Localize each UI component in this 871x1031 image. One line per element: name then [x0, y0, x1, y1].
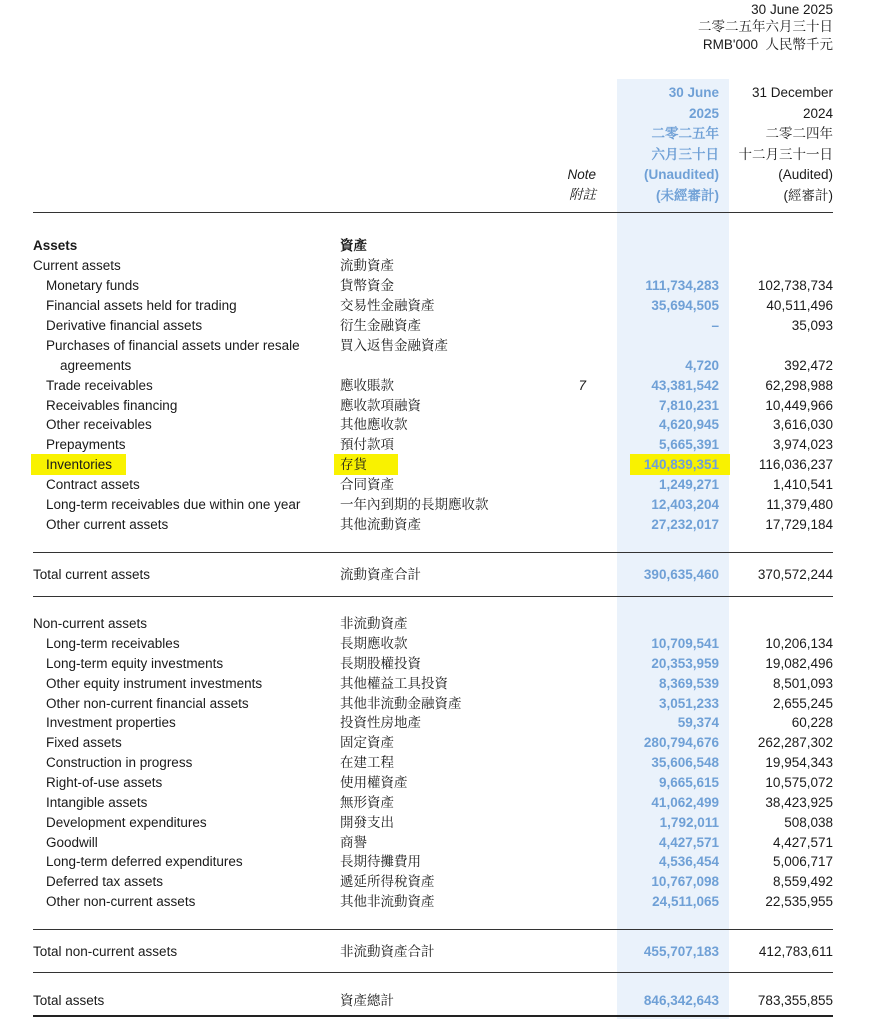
row-label-en: Other equity instrument investments [46, 675, 263, 691]
row-label-zh: 其他權益工具投資 [340, 675, 448, 691]
prior-value: 35,093 [791, 317, 833, 333]
assets-heading-zh: 資產 [340, 238, 367, 253]
prior-period-header-line: (Audited) [778, 167, 833, 182]
prior-value: 22,535,955 [765, 894, 833, 910]
row-label-zh: 長期待攤費用 [340, 854, 421, 870]
row-label-zh: 長期股權投資 [340, 655, 421, 671]
row-label-en: Other non-current financial assets [46, 695, 249, 711]
total-label-en: Total current assets [33, 567, 151, 582]
prior-value: 40,511,496 [766, 297, 833, 313]
prior-value: 116,036,237 [758, 457, 833, 473]
current-value: 1,792,011 [659, 814, 719, 830]
row-label-en: Construction in progress [46, 755, 193, 771]
prior-value: 2,655,245 [772, 695, 833, 711]
row-label-zh: 在建工程 [340, 755, 394, 771]
current-value: 12,403,204 [651, 497, 719, 512]
current-subtotal-rule [33, 552, 833, 553]
current-total-rule [33, 596, 833, 597]
row-label-zh: 預付款項 [340, 437, 394, 453]
prior-value: 3,616,030 [772, 417, 833, 433]
total-current-value: 455,707,183 [643, 944, 719, 959]
prior-value: 392,472 [784, 357, 833, 373]
current-value: 111,734,283 [645, 278, 719, 293]
row-label-en: Long-term receivables due within one year [46, 497, 301, 512]
prior-value: 10,575,072 [765, 774, 833, 790]
row-label-zh: 其他非流動金融資產 [340, 695, 462, 711]
row-label-en: Long-term equity investments [46, 655, 224, 671]
row-label-zh: 存貨 [340, 457, 367, 473]
row-label-zh: 應收款項融資 [340, 397, 421, 413]
prior-value: 508,038 [784, 814, 833, 830]
header-date-en: 30 June 2025 [751, 2, 833, 17]
current-value: 59,374 [677, 715, 719, 731]
row-label-zh: 使用權資產 [340, 774, 408, 790]
row-label-en: Financial assets held for trading [46, 297, 237, 313]
row-label-zh: 交易性金融資產 [340, 297, 435, 313]
non-current-assets-heading-en: Non-current assets [33, 616, 148, 631]
current-value: 4,720 [685, 357, 719, 373]
prior-value: 5,006,717 [772, 854, 833, 870]
row-label-zh: 其他非流動資產 [340, 894, 435, 910]
row-label-en: Goodwill [46, 834, 98, 850]
current-value: 24,511,065 [652, 894, 719, 910]
row-label-zh: 貨幣資金 [340, 278, 394, 293]
total-label-en: Total assets [33, 993, 105, 1008]
current-value: 35,606,548 [651, 755, 719, 771]
current-period-header-line: (未經審計) [656, 187, 719, 203]
prior-value: 19,954,343 [765, 755, 833, 771]
non-current-total-rule [33, 972, 833, 973]
current-value: 9,665,615 [658, 774, 719, 790]
current-value: 20,353,959 [651, 655, 719, 671]
prior-period-header-line: 十二月三十一日 [738, 146, 833, 162]
current-period-header-line: 六月三十日 [651, 146, 719, 162]
row-label-en: Contract assets [46, 477, 140, 493]
prior-value: 262,287,302 [757, 735, 833, 751]
header-unit [703, 37, 833, 53]
row-label-en: Other current assets [46, 516, 169, 532]
prior-value: 11,379,480 [766, 497, 833, 512]
row-label-en-continued: agreements [60, 357, 132, 373]
grand-total-rule [33, 1015, 833, 1017]
total-label-en: Total non-current assets [33, 944, 178, 959]
current-value: – [711, 317, 719, 333]
prior-period-header-line: (經審計) [783, 187, 833, 203]
current-value: 10,767,098 [651, 874, 719, 890]
total-label-zh: 非流動資產合計 [340, 944, 435, 959]
row-label-zh: 其他應收款 [340, 417, 408, 433]
current-period-header-line: 2025 [688, 105, 719, 121]
prior-value: 102,738,734 [757, 278, 833, 293]
row-label-en: Prepayments [46, 437, 126, 453]
prior-value: 3,974,023 [772, 437, 833, 453]
total-current-value: 846,342,643 [643, 993, 719, 1008]
row-label-en: Development expenditures [46, 814, 207, 830]
total-label-zh: 流動資產合計 [340, 567, 421, 582]
header-unit-zh: 人民幣千元 [765, 37, 833, 52]
row-label-zh: 無形資產 [340, 794, 394, 810]
current-value: 1,249,271 [658, 477, 719, 493]
row-label-en: Long-term deferred expenditures [46, 854, 243, 870]
row-label-zh: 衍生金融資產 [340, 317, 421, 333]
current-value: 43,381,542 [651, 377, 719, 393]
current-period-header-line: (Unaudited) [644, 167, 719, 182]
row-label-zh: 固定資產 [340, 735, 394, 751]
header-unit-en: RMB'000 [702, 37, 758, 52]
row-label-en: Deferred tax assets [46, 874, 164, 890]
total-prior-value: 412,783,611 [758, 944, 833, 959]
row-label-zh: 遞延所得稅資產 [340, 874, 435, 890]
row-label-en: Purchases of financial assets under resale [46, 337, 300, 353]
non-current-subtotal-rule [33, 929, 833, 930]
row-label-en: Fixed assets [46, 735, 122, 751]
prior-period-header-line: 2024 [802, 105, 833, 121]
current-value: 3,051,233 [658, 695, 719, 711]
non-current-assets-heading-zh: 非流動資產 [340, 616, 408, 631]
row-label-zh: 商譽 [340, 834, 367, 850]
current-value: 4,536,454 [658, 854, 719, 870]
note-header-zh: 附註 [569, 187, 596, 202]
assets-heading-en: Assets [33, 238, 78, 253]
prior-value: 17,729,184 [765, 516, 833, 532]
row-label-zh: 長期應收款 [340, 636, 408, 651]
current-value: 140,839,351 [643, 457, 719, 473]
total-prior-value: 783,355,855 [757, 993, 833, 1008]
total-label-zh: 資產總計 [340, 993, 394, 1008]
row-label-zh: 應收賬款 [340, 377, 394, 393]
prior-period-header-line: 31 December [751, 85, 833, 100]
total-prior-value: 370,572,244 [757, 567, 833, 582]
current-value: 35,694,505 [651, 297, 719, 313]
row-label-en: Receivables financing [46, 397, 178, 413]
row-label-en: Monetary funds [46, 278, 140, 293]
row-label-en: Other receivables [46, 417, 152, 433]
current-assets-heading-zh: 流動資產 [340, 258, 394, 273]
current-value: 7,810,231 [658, 397, 719, 413]
row-label-zh: 開發支出 [340, 814, 394, 830]
row-label-en: Derivative financial assets [46, 317, 203, 333]
prior-value: 60,228 [791, 715, 833, 731]
prior-value: 19,082,496 [765, 655, 833, 671]
prior-value: 10,449,966 [765, 397, 833, 413]
header-date-zh: 二零二五年六月三十日 [698, 19, 833, 34]
current-value: 280,794,676 [643, 735, 719, 751]
current-value: 4,427,571 [658, 834, 719, 850]
prior-value: 8,501,093 [772, 675, 833, 691]
row-label-en: Right-of-use assets [46, 774, 163, 790]
prior-value: 1,410,541 [772, 477, 833, 493]
current-value: 41,062,499 [651, 794, 719, 810]
current-value: 8,369,539 [658, 675, 719, 691]
current-value: 4,620,945 [658, 417, 719, 433]
row-label-en: Long-term receivables [46, 636, 180, 651]
row-label-zh: 其他流動資產 [340, 516, 421, 532]
prior-value: 8,559,492 [772, 874, 833, 890]
current-period-header-line: 30 June [668, 85, 719, 100]
row-label-en: Inventories [46, 457, 113, 473]
row-label-zh: 合同資產 [340, 477, 394, 493]
note-header-en: Note [567, 167, 596, 182]
row-label-en: Intangible assets [46, 794, 148, 810]
row-label-en: Trade receivables [46, 377, 153, 393]
current-assets-heading-en: Current assets [33, 258, 121, 273]
prior-value: 4,427,571 [772, 834, 833, 850]
row-label-zh: 一年內到期的長期應收款 [340, 497, 489, 512]
current-value: 27,232,017 [651, 516, 719, 532]
row-label-zh: 投資性房地產 [340, 715, 421, 731]
current-period-header-line: 二零二五年 [651, 126, 719, 141]
row-label-en: Investment properties [46, 715, 176, 731]
prior-value: 62,298,988 [765, 377, 833, 393]
row-note: 7 [578, 377, 586, 393]
prior-period-header-line: 二零二四年 [765, 126, 833, 141]
current-value: 5,665,391 [658, 437, 719, 453]
total-current-value: 390,635,460 [643, 567, 719, 582]
prior-value: 10,206,134 [765, 636, 833, 651]
prior-value: 38,423,925 [765, 794, 833, 810]
current-value: 10,709,541 [651, 636, 719, 651]
header-rule [33, 212, 833, 213]
row-label-zh: 買入返售金融資產 [340, 337, 448, 353]
row-label-en: Other non-current assets [46, 894, 196, 910]
